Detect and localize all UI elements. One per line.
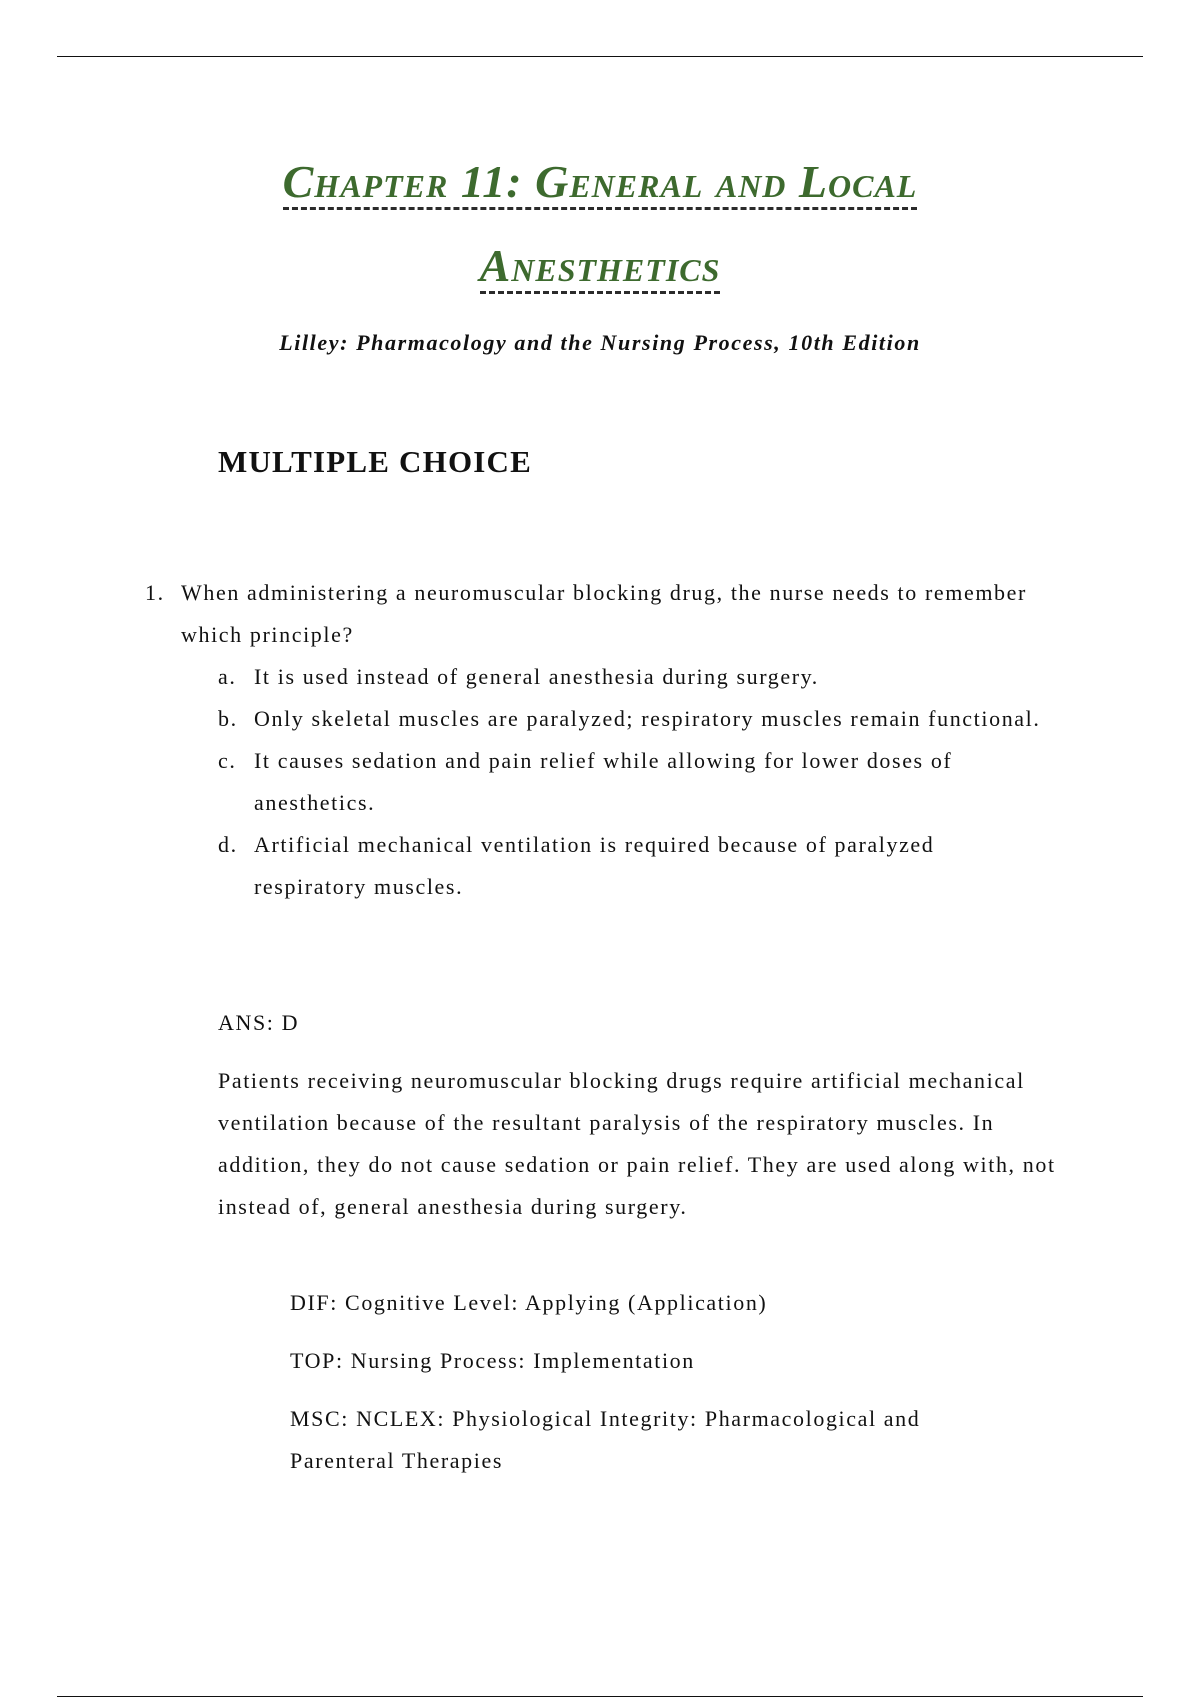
question-number: 1.	[145, 580, 165, 605]
nclex-category: MSC: NCLEX: Physiological Integrity: Pharmacological and Parenteral Therapies	[290, 1406, 921, 1473]
book-subtitle: Lilley: Pharmacology and the Nursing Process, 10th Edition	[279, 330, 921, 355]
option-b	[218, 698, 1045, 740]
answer-options	[218, 656, 1045, 908]
bottom-rule	[57, 1696, 1143, 1697]
option-d	[218, 824, 1045, 908]
answer-block	[218, 1002, 1058, 1228]
section-heading: MULTIPLE CHOICE	[218, 444, 532, 479]
difficulty-level: DIF: Cognitive Level: Applying (Application)	[290, 1290, 768, 1315]
option-text: It is used instead of general anesthesia during surgery.	[254, 664, 819, 689]
option-text: Only skeletal muscles are paralyzed; respiratory muscles remain functional.	[254, 706, 1041, 731]
option-letter: b.	[218, 706, 238, 731]
option-c	[218, 740, 1045, 824]
option-letter: c.	[218, 748, 237, 773]
option-text: Artificial mechanical ventilation is required because of paralyzed respiratory muscles.	[254, 832, 935, 899]
option-letter: d.	[218, 832, 238, 857]
chapter-title-line-1: Chapter 11: General and Local	[283, 159, 918, 210]
question-metadata	[290, 1282, 1030, 1498]
question-1	[145, 572, 1045, 908]
question-stem	[145, 572, 1045, 656]
chapter-title-line-2: Anesthetics	[480, 243, 721, 294]
question-text: When administering a neuromuscular blocking drug, the nurse needs to remember which principle?	[181, 580, 1027, 647]
top-rule	[57, 56, 1143, 57]
option-a	[218, 656, 1045, 698]
option-text: It causes sedation and pain relief while allowing for lower doses of anesthetics.	[254, 748, 953, 815]
topic: TOP: Nursing Process: Implementation	[290, 1348, 695, 1373]
answer-key: ANS: D	[218, 1010, 300, 1035]
answer-rationale: Patients receiving neuromuscular blocking drugs require artificial mechanical ventilation because of the resultant paralysis of the respiratory muscles. In addition, they do not cause sedation or pain relief. They are used along with, not instead of, general anesthesia during surgery.	[218, 1068, 1056, 1219]
option-letter: a.	[218, 664, 237, 689]
chapter-title	[0, 140, 1200, 308]
